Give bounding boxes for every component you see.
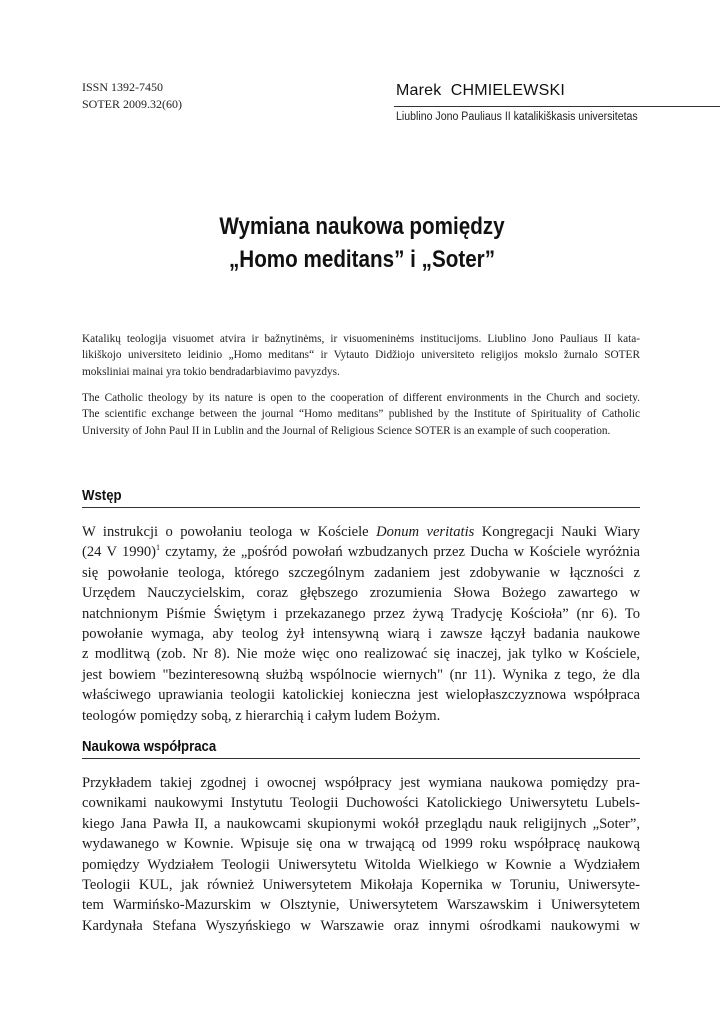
abstract-lt-line: Katalikų teologija visuomet atvira ir bažnytinėms, ir visuomeninėms institucijoms. Liublino Jono Pauliaus II kata- xyxy=(82,333,640,345)
body-text: czytamy, że „pośród powołań wzbudzanych przez Ducha w Kościele wyróżnia xyxy=(160,544,641,561)
abstract-lt-line: likiškojo universiteto leidinio „Homo meditans“ ir Vytauto Didžiojo universiteto religijos mokslo žurnalo SOTER xyxy=(82,349,640,362)
abstract-lt-line: moksliniai mainai yra tokio bendradarbiavimo pavyzdys. xyxy=(82,365,340,378)
body-line: natchnionym Piśmie Świętym i przekazanego przez żywą Tradycję Kościoła” (nr 6). To xyxy=(82,605,640,622)
title-line-2: „Homo meditans” i „Soter” xyxy=(228,246,496,273)
author-first-name: Marek xyxy=(396,82,442,99)
body-line: powołanie wymaga, aby teolog żył intensywną wiarą i zawsze łączył badania naukowe xyxy=(82,625,640,642)
body-line: cownikami naukowymi Instytutu Teologii Duchowości Katolickiego Uniwersytetu Lubels- xyxy=(82,795,640,812)
document-title-italic: Donum veritatis xyxy=(376,524,475,540)
title-line-1: Wymiana naukowa pomiędzy xyxy=(219,213,505,240)
author-last-name: CHMIELEWSKI xyxy=(450,82,565,99)
issn-text: ISSN 1392-7450 xyxy=(82,80,164,94)
author-name xyxy=(396,82,565,100)
body-line: Kardynała Stefana Wyszyńskiego w Warszawie oraz innymi ośrodkami naukowymi w xyxy=(82,917,640,934)
body-line: Teologii KUL, jak również Uniwersytetem Mikołaja Kopernika w Toruniu, Uniwersyte- xyxy=(82,876,640,893)
abstract-lithuanian xyxy=(82,331,640,380)
section-heading-naukowa-wspolpraca xyxy=(82,738,640,759)
section-body-wstep xyxy=(82,522,640,726)
body-line: Urzędem Nauczycielskim, coraz głębszego zrozumienia Słowa Bożego zawartego w xyxy=(82,585,640,602)
body-line: wydawanego w Kownie. Wpisuje się ona w trwającą od 1999 roku współpracę naukową xyxy=(82,836,640,853)
soter-issue-text: SOTER 2009.32(60) xyxy=(82,97,182,111)
body-line: właściwego uprawiania teologii katolickiej konieczna jest wielopłaszczyznowa współpraca xyxy=(82,687,640,704)
abstract-en-line: University of John Paul II in Lublin and the Journal of Religious Science SOTER is an example of such cooperation. xyxy=(82,424,611,437)
section-body-naukowa-wspolpraca xyxy=(82,773,640,936)
body-line: teologów pomiędzy sobą, z hierarchią i całym ludem Bożym. xyxy=(82,707,441,724)
journal-id-block xyxy=(82,79,182,113)
section-heading-wstep xyxy=(82,487,640,508)
body-text: (24 V 1990) xyxy=(82,544,157,561)
body-line xyxy=(82,542,640,562)
body-line: się powołanie teologa, którego szczególnym zadaniem jest zdobywanie w łączności z xyxy=(82,564,640,581)
abstract-english xyxy=(82,390,640,439)
body-text: W instrukcji o powołaniu teologa w Kościele xyxy=(82,524,377,540)
body-text: Kongregacji Nauki Wiary xyxy=(474,524,640,540)
body-line xyxy=(82,522,640,542)
author-divider xyxy=(394,106,720,107)
abstract-en-line: The Catholic theology by its nature is open to the cooperation of different environments in the Church and society. xyxy=(82,392,640,404)
footnote-marker[interactable]: 1 xyxy=(156,543,161,553)
article-title xyxy=(121,210,603,276)
body-line: Przykładem takiej zgodnej i owocnej współpracy jest wymiana naukowa pomiędzy pra- xyxy=(82,775,640,791)
body-line: jest bowiem "bezinteresowną służbą wspólnocie wiernych" (nr 11). Wynika z tego, że dla xyxy=(82,666,640,683)
abstract-en-line: The scientific exchange between the journal “Homo meditans” published by the Institute of Spirituality of Catholic xyxy=(82,408,640,421)
author-affiliation: Liublino Jono Pauliaus II katalikiškasis universitetas xyxy=(396,111,638,123)
section-heading-text: Naukowa współpraca xyxy=(82,738,217,755)
body-line: tem Warmińsko-Mazurskim w Olsztynie, Uniwersytetem Warszawskim i Uniwersytetem xyxy=(82,897,640,914)
body-line: kiego Jana Pawła II, a naukowcami skupionymi wokół przeglądu nauk religijnych „Soter”, xyxy=(82,815,640,832)
body-line: pomiędzy Wydziałem Teologii Uniwersytetu Witolda Wielkiego w Kownie a Wydziałem xyxy=(82,856,640,873)
body-line: z modlitwą (zob. Nr 8). Nie może więc ono realizować się inaczej, jak tylko w Kościele, xyxy=(82,646,640,663)
section-heading-text: Wstęp xyxy=(82,487,122,504)
